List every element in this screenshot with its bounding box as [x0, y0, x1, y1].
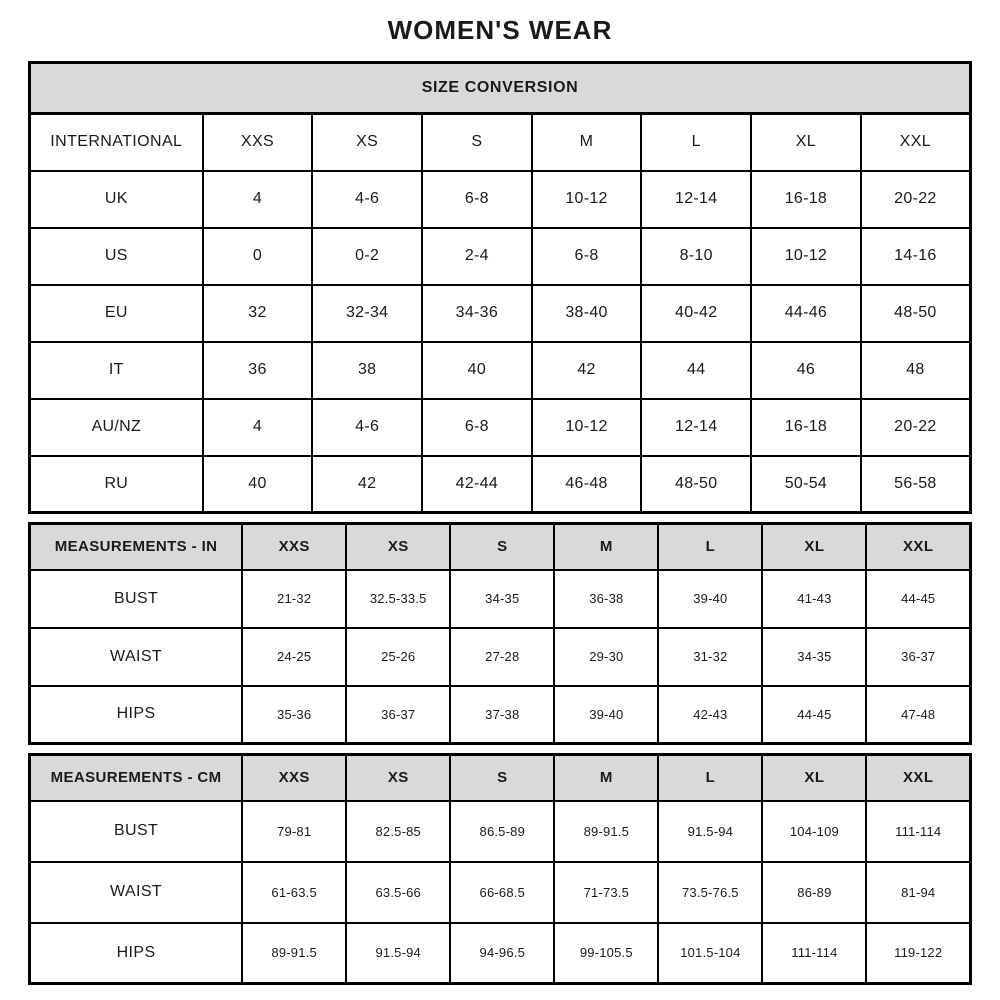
size-header-cell: XXS [242, 755, 346, 801]
row-label-hips: HIPS [30, 686, 243, 744]
size-cell: 40 [203, 456, 313, 513]
row-label-aunz: AU/NZ [30, 399, 203, 456]
size-cell: 20-22 [861, 399, 971, 456]
measurement-cell: 41-43 [762, 570, 866, 628]
size-cell: 16-18 [751, 399, 861, 456]
table-row-waist-cm [30, 862, 971, 923]
header-row [30, 114, 971, 171]
measurement-cell: 44-45 [762, 686, 866, 744]
size-cell: 38 [312, 342, 422, 399]
table-row-hips-cm [30, 923, 971, 984]
size-header-cell: XXL [866, 755, 970, 801]
size-cell: 4-6 [312, 171, 422, 228]
size-cell: 50-54 [751, 456, 861, 513]
measurement-cell: 34-35 [762, 628, 866, 686]
measurement-cell: 99-105.5 [554, 923, 658, 984]
measurement-cell: 36-38 [554, 570, 658, 628]
table-row-eu [30, 285, 971, 342]
measurement-cell: 119-122 [866, 923, 970, 984]
row-label-bust: BUST [30, 570, 243, 628]
size-header-cell: XXL [861, 114, 971, 171]
size-cell: 34-36 [422, 285, 532, 342]
row-label-eu: EU [30, 285, 203, 342]
size-cell: 46 [751, 342, 861, 399]
size-cell: 4 [203, 171, 313, 228]
size-cell: 40-42 [641, 285, 751, 342]
size-cell: 44 [641, 342, 751, 399]
measurement-cell: 39-40 [658, 570, 762, 628]
size-header-cell: XS [346, 524, 450, 570]
measurement-cell: 39-40 [554, 686, 658, 744]
row-label-ru: RU [30, 456, 203, 513]
size-cell: 42 [532, 342, 642, 399]
size-cell: 40 [422, 342, 532, 399]
measurement-cell: 82.5-85 [346, 801, 450, 862]
size-cell: 56-58 [861, 456, 971, 513]
measurement-cell: 36-37 [866, 628, 970, 686]
size-cell: 14-16 [861, 228, 971, 285]
measurement-cell: 89-91.5 [554, 801, 658, 862]
header-row [30, 524, 971, 570]
size-header-cell: L [658, 524, 762, 570]
table-row-aunz [30, 399, 971, 456]
size-cell: 0-2 [312, 228, 422, 285]
size-cell: 2-4 [422, 228, 532, 285]
size-header-cell: XS [346, 755, 450, 801]
size-header-cell: S [422, 114, 532, 171]
table-row-it [30, 342, 971, 399]
measurement-cell: 34-35 [450, 570, 554, 628]
table-row-waist-in [30, 628, 971, 686]
size-cell: 32 [203, 285, 313, 342]
size-header-cell: XXL [866, 524, 970, 570]
row-label-it: IT [30, 342, 203, 399]
size-cell: 38-40 [532, 285, 642, 342]
measurement-cell: 66-68.5 [450, 862, 554, 923]
measurement-cell: 101.5-104 [658, 923, 762, 984]
table-row-bust-in [30, 570, 971, 628]
row-label-hips: HIPS [30, 923, 243, 984]
header-row [30, 755, 971, 801]
measurement-cell: 111-114 [762, 923, 866, 984]
row-label-waist: WAIST [30, 628, 243, 686]
size-cell: 44-46 [751, 285, 861, 342]
measurement-cell: 104-109 [762, 801, 866, 862]
size-cell: 6-8 [532, 228, 642, 285]
row-label-uk: UK [30, 171, 203, 228]
size-header-cell: XXS [203, 114, 313, 171]
size-cell: 12-14 [641, 399, 751, 456]
row-label-international: INTERNATIONAL [30, 114, 203, 171]
size-cell: 12-14 [641, 171, 751, 228]
size-conversion-table [28, 61, 972, 514]
measurement-cell: 47-48 [866, 686, 970, 744]
size-header-cell: XS [312, 114, 422, 171]
measurement-cell: 79-81 [242, 801, 346, 862]
measurements-in-table [28, 522, 972, 745]
size-cell: 42 [312, 456, 422, 513]
size-cell: 48-50 [641, 456, 751, 513]
size-header-cell: XL [762, 524, 866, 570]
measurement-cell: 31-32 [658, 628, 762, 686]
measurement-cell: 111-114 [866, 801, 970, 862]
size-header-cell: XL [751, 114, 861, 171]
measurement-cell: 27-28 [450, 628, 554, 686]
measurement-cell: 21-32 [242, 570, 346, 628]
measurement-cell: 42-43 [658, 686, 762, 744]
measurement-cell: 36-37 [346, 686, 450, 744]
measurement-cell: 86-89 [762, 862, 866, 923]
size-cell: 32-34 [312, 285, 422, 342]
measurement-cell: 37-38 [450, 686, 554, 744]
table-row-uk [30, 171, 971, 228]
measurement-cell: 63.5-66 [346, 862, 450, 923]
size-cell: 8-10 [641, 228, 751, 285]
size-cell: 46-48 [532, 456, 642, 513]
measurement-cell: 91.5-94 [346, 923, 450, 984]
measurement-cell: 25-26 [346, 628, 450, 686]
measurement-cell: 29-30 [554, 628, 658, 686]
page-title: WOMEN'S WEAR [387, 15, 613, 45]
table-row-hips-in [30, 686, 971, 744]
size-header-cell: S [450, 755, 554, 801]
size-cell: 36 [203, 342, 313, 399]
size-cell: 6-8 [422, 171, 532, 228]
size-cell: 48-50 [861, 285, 971, 342]
measurement-cell: 44-45 [866, 570, 970, 628]
row-label-waist: WAIST [30, 862, 243, 923]
size-header-cell: M [554, 755, 658, 801]
measurement-cell: 71-73.5 [554, 862, 658, 923]
table-row-us [30, 228, 971, 285]
measurement-cell: 81-94 [866, 862, 970, 923]
size-header-cell: M [554, 524, 658, 570]
size-conversion-band [30, 63, 971, 114]
size-header-cell: XL [762, 755, 866, 801]
measurement-cell: 91.5-94 [658, 801, 762, 862]
size-cell: 10-12 [532, 171, 642, 228]
size-header-cell: L [641, 114, 751, 171]
measurements-in-title: MEASUREMENTS - IN [30, 524, 243, 570]
size-cell: 20-22 [861, 171, 971, 228]
measurement-cell: 86.5-89 [450, 801, 554, 862]
size-cell: 4-6 [312, 399, 422, 456]
table-row-ru [30, 456, 971, 513]
size-header-cell: L [658, 755, 762, 801]
measurement-cell: 35-36 [242, 686, 346, 744]
size-cell: 6-8 [422, 399, 532, 456]
measurement-cell: 94-96.5 [450, 923, 554, 984]
size-cell: 42-44 [422, 456, 532, 513]
measurement-cell: 73.5-76.5 [658, 862, 762, 923]
measurements-cm-table [28, 753, 972, 985]
size-cell: 48 [861, 342, 971, 399]
table-row-bust-cm [30, 801, 971, 862]
measurement-cell: 24-25 [242, 628, 346, 686]
size-cell: 10-12 [532, 399, 642, 456]
measurement-cell: 32.5-33.5 [346, 570, 450, 628]
row-label-us: US [30, 228, 203, 285]
size-cell: 4 [203, 399, 313, 456]
size-header-cell: XXS [242, 524, 346, 570]
size-conversion-title: SIZE CONVERSION [30, 63, 971, 114]
size-cell: 0 [203, 228, 313, 285]
size-cell: 16-18 [751, 171, 861, 228]
size-cell: 10-12 [751, 228, 861, 285]
measurement-cell: 61-63.5 [242, 862, 346, 923]
measurements-cm-title: MEASUREMENTS - CM [30, 755, 243, 801]
measurement-cell: 89-91.5 [242, 923, 346, 984]
row-label-bust: BUST [30, 801, 243, 862]
size-header-cell: S [450, 524, 554, 570]
size-header-cell: M [532, 114, 642, 171]
